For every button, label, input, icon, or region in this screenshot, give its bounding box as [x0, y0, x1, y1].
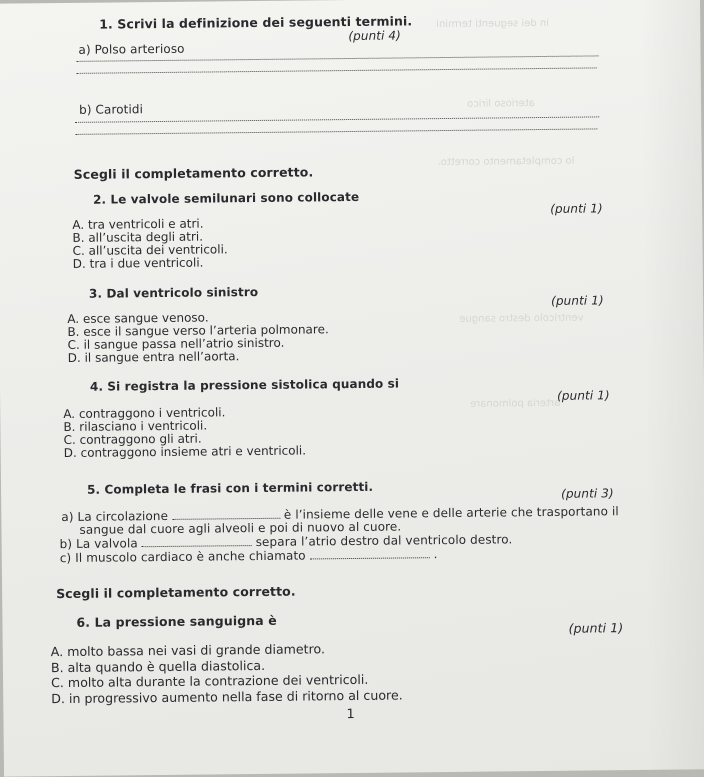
q1-points: (punti 4)	[348, 28, 401, 44]
q5-item-c: c) Il muscolo cardiaco è anche chiamato .	[59, 547, 438, 566]
q2-title: 2. Le valvole semilunari sono collocate	[92, 189, 360, 207]
q2-points: (punti 1)	[550, 201, 603, 216]
q3-options	[67, 310, 329, 365]
q3-option-b[interactable]: B. esce il sangue verso l’arteria polmonare.	[67, 322, 329, 339]
q1-item-a: a) Polso arterioso	[78, 41, 185, 57]
q6-option-b[interactable]: B. alta quando è quella diastolica.	[50, 657, 266, 675]
q6-title: 6. La pressione sanguigna è	[76, 612, 277, 630]
q5-c-blank[interactable]	[310, 547, 430, 559]
q2-option-b[interactable]: B. all’uscita degli atri.	[72, 229, 204, 245]
q1-item-b: b) Carotidi	[79, 102, 144, 117]
q6-options	[51, 640, 403, 706]
q5-b-blank[interactable]	[142, 535, 252, 547]
worksheet-page: in dei seguenti termini aterioso lirico lo completamento corretto. ventricolo destro sangue arteria polmonare 1. Scrivi la definizione dei seguenti termini. (punti 4) a) Polso arterioso b) Carotidi Scegli il completamento corretto. 2. Le valvole semilunari sono collocate (punti 1) A. tra ventricoli e atri. B. all’uscita degli atri. C. all’uscita dei ventricoli. D. tra i due ventricoli. 3. Dal ventricolo sinistro (punti 1) A. esce sangue venoso. B. esce il sangue verso l’arteria polmonare. C. il sangue passa nell’atrio sinistro. D. il sangue entra nell’aorta. 4. Si registra la pressione sistolica quando si (punti 1) A. contraggono i ventricoli. B. rilasciano i ventricoli. C. contraggono gli atri. D. contraggono insieme atri e ventricoli. 5. Completa le frasi con i termini corretti. (punti 3) a) La circolazione è l’insieme delle vene e delle arterie che trasportano il sangue dal cuore agli alveoli e poi di nuovo al cuore. b) La valvola separa l’atrio destro dal ventricolo destro. c) Il muscolo cardiaco è anche chiamato . Scegli il completamento corretto. 6. La pressione sanguigna è (punti 1) A. molto bassa nei vasi di grande diametro. B. alta quando è quella diastolica. C. molto alta durante la contrazione dei ventricoli. D. in progressivo aumento nella fase di ritorno al cuore. 1	[0, 0, 704, 777]
section-heading-1: Scegli il completamento corretto.	[73, 164, 314, 182]
q3-title: 3. Dal ventricolo sinistro	[88, 284, 259, 301]
q2-option-d[interactable]: D. tra i due ventricoli.	[72, 255, 204, 271]
q3-option-d[interactable]: D. il sangue entra nell’aorta.	[67, 349, 240, 365]
q5-points: (punti 3)	[561, 486, 614, 501]
q4-option-c[interactable]: C. contraggono gli atri.	[63, 431, 202, 448]
q5-item-a-line-1: a) La circolazione è l’insieme delle vene e delle arterie che trasportano il	[61, 504, 619, 525]
q6-option-a[interactable]: A. molto bassa nei vasi di grande diametro.	[50, 641, 326, 660]
q1-title: 1. Scrivi la definizione dei seguenti termini.	[99, 13, 413, 32]
q2-option-c[interactable]: C. all’uscita dei ventricoli.	[72, 242, 228, 258]
page-shadow	[640, 0, 704, 770]
q4-title: 4. Si registra la pressione sistolica quando si	[89, 376, 400, 394]
q4-option-b[interactable]: B. rilasciano i ventricoli.	[63, 418, 208, 435]
q3-points: (punti 1)	[551, 293, 604, 308]
page-number: 1	[346, 706, 355, 723]
q4-points: (punti 1)	[557, 388, 610, 403]
q5-a-blank[interactable]	[172, 508, 280, 520]
q6-option-d[interactable]: D. in progressivo aumento nella fase di ritorno al cuore.	[51, 686, 403, 706]
q5-title: 5. Completa le frasi con i termini corretti.	[86, 479, 374, 497]
q1-b-answer-line-2[interactable]	[75, 128, 597, 134]
q5-item-a-line-2: sangue dal cuore agli alveoli e poi di nuovo al cuore.	[79, 519, 402, 537]
q1-b-answer-line-1[interactable]	[75, 116, 599, 122]
q2-option-a[interactable]: A. tra ventricoli e atri.	[72, 216, 204, 232]
q2-options	[72, 217, 228, 271]
q4-option-d[interactable]: D. contraggono insieme atri e ventricoli.	[63, 443, 307, 461]
q6-option-c[interactable]: C. molto alta durante la contrazione dei ventricoli.	[51, 671, 369, 691]
q3-option-c[interactable]: C. il sangue passa nell’atrio sinistro.	[67, 335, 285, 352]
q1-a-answer-line-2[interactable]	[77, 67, 597, 73]
q6-points: (punti 1)	[568, 620, 624, 636]
q4-options	[63, 405, 306, 460]
q1-a-answer-line-1[interactable]	[77, 55, 599, 61]
q4-option-a[interactable]: A. contraggono i ventricoli.	[63, 405, 226, 422]
section-heading-2: Scegli il completamento corretto.	[56, 583, 296, 602]
q3-option-a[interactable]: A. esce sangue venoso.	[67, 310, 209, 326]
q5-item-b: b) La valvola separa l’atrio destro dal ventricolo destro.	[59, 532, 513, 552]
